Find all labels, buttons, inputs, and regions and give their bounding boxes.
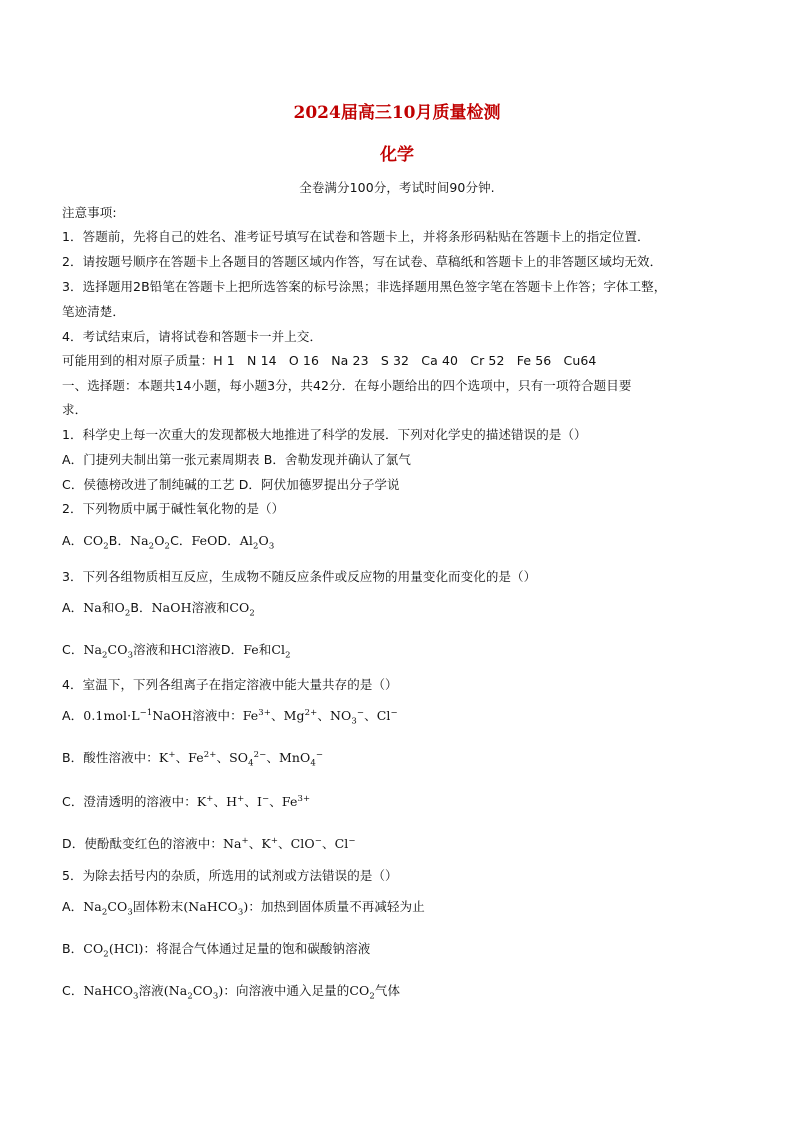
subject-title: 化学 xyxy=(380,145,414,165)
question-3-stem: 3．下列各组物质相互反应，生成物不随反应条件或反应物的用量变化而变化的是（） xyxy=(62,569,537,584)
question-2-stem: 2．下列物质中属于碱性氧化物的是（） xyxy=(62,501,285,516)
note-item: 2．请按题号顺序在答题卡上各题目的答题区域内作答，写在试卷、草稿纸和答题卡上的非答题区域均无效． xyxy=(62,254,663,269)
formula-al2o3: $Al_2O_3$ xyxy=(239,533,275,552)
question-5-option-c: C．NaHCO$_3$溶液$(Na_2CO_3)$：向溶液中通入足量的$CO_2$气体 xyxy=(62,983,401,1002)
note-item: 笔迹清楚． xyxy=(62,304,126,319)
section-heading: 一、选择题：本题共14小题，每小题3分，共42分．在每小题给出的四个选项中，只有一项符合题目要 xyxy=(62,378,632,393)
question-5-option-a: A．$Na_2CO_3$固体粉末(NaHCO$_3$)：加热到固体质量不再减轻为止 xyxy=(62,899,425,918)
exam-info: 全卷满分100分，考试时间90分钟. xyxy=(299,180,495,195)
section-heading-cont: 求． xyxy=(62,402,88,417)
formula-feo: FeO xyxy=(191,533,218,548)
exam-title: 2024届高三10月质量检测 xyxy=(293,103,501,123)
note-item: 4．考试结束后，请将试卷和答题卡一并上交． xyxy=(62,329,323,344)
notes-heading: 注意事项: xyxy=(62,205,117,220)
question-3-options-ab: A．Na和$O_2B$．NaOH溶液和$CO_2$ xyxy=(62,600,255,619)
note-item: 3．选择题用2B铅笔在答题卡上把所选答案的标号涂黑；非选择题用黑色签字笔在答题卡上作答；字体工整， xyxy=(62,279,667,294)
question-1-stem: 1．科学史上每一次重大的发现都极大地推进了科学的发展．下列对化学史的描述错误的是（） xyxy=(62,427,587,442)
question-3-options-cd: C．$Na_2CO_3$溶液和HCl溶液D．Fe和$Cl_2$ xyxy=(62,642,291,661)
question-5-option-b: B．$CO_2(HCl)$：将混合气体通过足量的饱和碳酸钠溶液 xyxy=(62,941,371,960)
formula-na2o2: $Na_2O_2$ xyxy=(130,533,171,552)
question-4-option-b: B．酸性溶液中：K+、$Fe^{2+}$、$SO_4^{2-}$、MnO$_4$− xyxy=(62,749,324,769)
question-4-stem: 4．室温下，下列各组离子在指定溶液中能大量共存的是（） xyxy=(62,677,398,692)
atomic-masses: 可能用到的相对原子质量：H 1 N 14 O 16 Na 23 S 32 Ca 40 Cr 52 Fe 56 Cu64 xyxy=(62,353,597,368)
question-4-option-d: D．使酚酞变红色的溶液中：Na+、K+、ClO−、Cl− xyxy=(62,835,356,851)
question-4-option-c: C．澄清透明的溶液中：K+、H+、I−、$Fe^{3+}$ xyxy=(62,793,311,809)
question-1-options-cd: C．侯德榜改进了制纯碱的工艺 D．阿伏加德罗提出分子学说 xyxy=(62,477,400,492)
question-4-option-a: A．$0.1mol\cdot L^{-1}NaOH$溶液中：$Fe^{3+}$、$Mg^{2+}$、$NO_3^-$、Cl− xyxy=(62,707,398,727)
question-5-stem: 5．为除去括号内的杂质，所选用的试剂或方法错误的是（） xyxy=(62,868,398,883)
question-1-options-ab: A．门捷列夫制出第一张元素周期表 B．舍勒发现并确认了氯气 xyxy=(62,452,412,467)
formula-co2: $CO_2$ xyxy=(83,533,109,552)
question-2-options: A．$CO_2B$．$Na_2O_2C$．FeOD．$Al_2O_3$ xyxy=(62,533,275,552)
note-item: 1．答题前，先将自己的姓名、准考证号填写在试卷和答题卡上，并将条形码粘贴在答题卡上的指定位置． xyxy=(62,229,650,244)
